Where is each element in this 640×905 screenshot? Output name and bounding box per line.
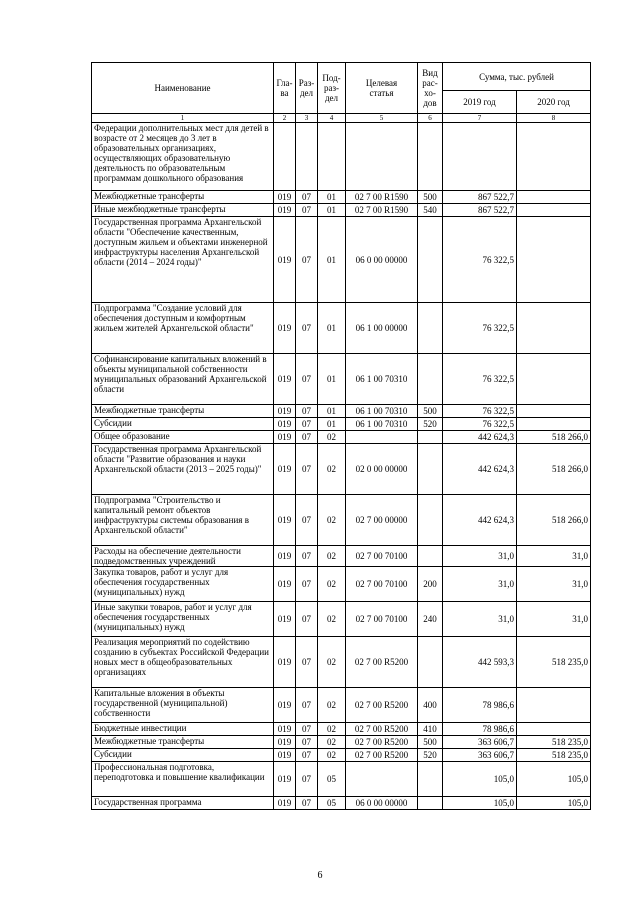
table-row [92,431,591,444]
budget-table [91,62,591,810]
row-name-cell: Межбюджетные трансферты [92,405,274,418]
row-name-cell: Профессиональная подготовка, переподготовка и повышение квалификации [92,762,274,797]
table-body [92,123,591,810]
row-vid-cell [418,123,443,191]
column-number: 3 [296,114,318,123]
row-sum-2020-cell: 518 235,0 [517,736,591,749]
row-sum-2019-cell: 363 606,7 [443,749,517,762]
row-glava-cell: 019 [274,405,296,418]
row-sum-2019-cell: 363 606,7 [443,736,517,749]
row-podrazdel-cell: 02 [318,637,346,688]
row-glava-cell: 019 [274,546,296,567]
row-sum-2020-cell [517,204,591,217]
row-razdel-cell: 07 [296,602,318,637]
row-razdel-cell: 07 [296,495,318,546]
row-sum-2020-cell [517,688,591,723]
row-name-cell: Софинансирование капитальных вложений в объекты муниципальной собственности муниципальных образований Архангельской области [92,354,274,405]
row-podrazdel-cell: 01 [318,418,346,431]
table-row [92,602,591,637]
table-row [92,191,591,204]
row-sum-2020-cell: 518 266,0 [517,495,591,546]
row-razdel-cell: 07 [296,405,318,418]
row-name-cell: Субсидии [92,418,274,431]
column-number: 4 [318,114,346,123]
row-tselevaya-cell: 06 1 00 70310 [346,418,418,431]
row-tselevaya-cell: 06 0 00 00000 [346,797,418,810]
row-tselevaya-cell: 02 7 00 R5200 [346,736,418,749]
row-sum-2019-cell: 442 593,3 [443,637,517,688]
row-sum-2019-cell: 76 322,5 [443,303,517,354]
row-vid-cell [418,797,443,810]
row-vid-cell: 410 [418,723,443,736]
row-glava-cell: 019 [274,354,296,405]
row-tselevaya-cell: 02 7 00 70100 [346,546,418,567]
row-tselevaya-cell: 02 7 00 R5200 [346,688,418,723]
row-vid-cell: 500 [418,405,443,418]
row-razdel-cell: 07 [296,303,318,354]
row-glava-cell: 019 [274,723,296,736]
row-vid-cell [418,495,443,546]
table-row [92,354,591,405]
column-number: 1 [92,114,274,123]
row-sum-2020-cell: 518 235,0 [517,637,591,688]
row-podrazdel-cell: 02 [318,688,346,723]
row-razdel-cell: 07 [296,637,318,688]
row-glava-cell [274,123,296,191]
row-podrazdel-cell: 02 [318,495,346,546]
row-sum-2020-cell [517,123,591,191]
row-sum-2020-cell [517,405,591,418]
row-vid-cell [418,217,443,303]
row-sum-2019-cell: 76 322,5 [443,354,517,405]
table-row [92,749,591,762]
row-glava-cell: 019 [274,418,296,431]
row-tselevaya-cell: 02 7 00 R1590 [346,191,418,204]
row-name-cell: Субсидии [92,749,274,762]
row-vid-cell [418,303,443,354]
row-glava-cell: 019 [274,217,296,303]
table-row [92,418,591,431]
row-sum-2019-cell: 442 624,3 [443,431,517,444]
table-row [92,567,591,602]
row-sum-2019-cell: 442 624,3 [443,495,517,546]
row-name-cell: Федерации дополнительных мест для детей в возрасте от 2 месяцев до 3 лет в образовательных организациях, осуществляющих образовательную деятельность по образовательным программам дошкольного образования [92,123,274,191]
row-podrazdel-cell: 01 [318,354,346,405]
row-razdel-cell: 07 [296,191,318,204]
row-tselevaya-cell: 06 1 00 70310 [346,405,418,418]
table-row [92,637,591,688]
header-glava: Гла- ва [274,63,296,114]
row-glava-cell: 019 [274,688,296,723]
header-vid: Вид рас- хо- дов [418,63,443,114]
row-sum-2019-cell: 31,0 [443,602,517,637]
column-number-row [92,114,591,123]
row-tselevaya-cell: 06 1 00 00000 [346,303,418,354]
row-tselevaya-cell: 02 7 00 00000 [346,495,418,546]
row-name-cell: Подпрограмма "Строительство и капитальный ремонт объектов инфраструктуры системы образования в Архангельской области" [92,495,274,546]
row-razdel-cell: 07 [296,567,318,602]
row-glava-cell: 019 [274,736,296,749]
table-row [92,723,591,736]
row-razdel-cell: 07 [296,354,318,405]
table-row [92,444,591,495]
row-name-cell: Иные закупки товаров, работ и услуг для обеспечения государственных (муниципальных) нужд [92,602,274,637]
row-tselevaya-cell: 06 1 00 70310 [346,354,418,405]
table-row [92,546,591,567]
row-glava-cell: 019 [274,637,296,688]
row-sum-2020-cell: 518 235,0 [517,749,591,762]
row-vid-cell: 520 [418,418,443,431]
budget-table-sheet [91,62,590,810]
row-tselevaya-cell: 02 0 00 00000 [346,444,418,495]
row-vid-cell: 500 [418,736,443,749]
table-row [92,204,591,217]
row-glava-cell: 019 [274,444,296,495]
row-podrazdel-cell [318,123,346,191]
table-row [92,688,591,723]
row-tselevaya-cell: 06 0 00 00000 [346,217,418,303]
row-sum-2020-cell: 31,0 [517,602,591,637]
row-name-cell: Межбюджетные трансферты [92,736,274,749]
row-podrazdel-cell: 02 [318,546,346,567]
row-glava-cell: 019 [274,602,296,637]
table-row [92,217,591,303]
row-sum-2019-cell: 76 322,5 [443,418,517,431]
row-vid-cell: 500 [418,191,443,204]
row-podrazdel-cell: 02 [318,444,346,495]
row-name-cell: Расходы на обеспечение деятельности подведомственных учреждений [92,546,274,567]
row-glava-cell: 019 [274,495,296,546]
row-glava-cell: 019 [274,303,296,354]
row-podrazdel-cell: 02 [318,567,346,602]
row-name-cell: Государственная программа Архангельской области "Развитие образования и науки Архангельской области (2013 – 2025 годы)" [92,444,274,495]
row-podrazdel-cell: 01 [318,191,346,204]
row-name-cell: Иные межбюджетные трансферты [92,204,274,217]
row-sum-2020-cell [517,418,591,431]
row-tselevaya-cell: 02 7 00 R5200 [346,749,418,762]
row-sum-2019-cell: 867 522,7 [443,191,517,204]
column-number: 8 [517,114,591,123]
table-row [92,123,591,191]
row-vid-cell: 200 [418,567,443,602]
row-tselevaya-cell: 02 7 00 70100 [346,602,418,637]
row-razdel-cell: 07 [296,444,318,495]
row-sum-2020-cell [517,217,591,303]
row-tselevaya-cell [346,431,418,444]
header-summa: Сумма, тыс. рублей [443,63,591,91]
row-sum-2019-cell: 867 522,7 [443,204,517,217]
page-number: 6 [317,870,323,881]
row-razdel-cell: 07 [296,431,318,444]
row-podrazdel-cell: 02 [318,602,346,637]
row-podrazdel-cell: 02 [318,431,346,444]
row-name-cell: Закупка товаров, работ и услуг для обеспечения государственных (муниципальных) нужд [92,567,274,602]
column-number: 6 [418,114,443,123]
row-podrazdel-cell: 02 [318,749,346,762]
row-name-cell: Межбюджетные трансферты [92,191,274,204]
row-razdel-cell: 07 [296,723,318,736]
row-podrazdel-cell: 02 [318,736,346,749]
row-razdel-cell: 07 [296,418,318,431]
header-podrazdel: Под- раз- дел [318,63,346,114]
row-glava-cell: 019 [274,567,296,602]
row-name-cell: Подпрограмма "Создание условий для обеспечения доступным и комфортным жильем жителей Архангельской области" [92,303,274,354]
row-glava-cell: 019 [274,762,296,797]
row-vid-cell [418,546,443,567]
row-tselevaya-cell [346,762,418,797]
row-vid-cell [418,762,443,797]
row-razdel-cell: 07 [296,762,318,797]
row-glava-cell: 019 [274,204,296,217]
table-row [92,303,591,354]
row-vid-cell: 520 [418,749,443,762]
header-name: Наименование [92,63,274,114]
row-sum-2020-cell: 518 266,0 [517,431,591,444]
row-vid-cell: 400 [418,688,443,723]
table-header [92,63,591,123]
row-sum-2020-cell: 105,0 [517,762,591,797]
row-sum-2020-cell: 31,0 [517,567,591,602]
row-sum-2019-cell: 76 322,5 [443,405,517,418]
row-name-cell: Бюджетные инвестиции [92,723,274,736]
row-vid-cell: 240 [418,602,443,637]
row-sum-2019-cell: 76 322,5 [443,217,517,303]
row-sum-2019-cell: 31,0 [443,546,517,567]
row-vid-cell [418,431,443,444]
table-row [92,797,591,810]
column-number: 2 [274,114,296,123]
header-2020: 2020 год [517,91,591,114]
row-sum-2019-cell: 442 624,3 [443,444,517,495]
row-podrazdel-cell: 05 [318,797,346,810]
column-number: 7 [443,114,517,123]
row-glava-cell: 019 [274,797,296,810]
row-sum-2020-cell: 518 266,0 [517,444,591,495]
row-razdel-cell: 07 [296,736,318,749]
row-podrazdel-cell: 02 [318,723,346,736]
row-podrazdel-cell: 05 [318,762,346,797]
row-sum-2019-cell: 105,0 [443,797,517,810]
row-razdel-cell: 07 [296,749,318,762]
row-sum-2019-cell: 31,0 [443,567,517,602]
row-tselevaya-cell: 02 7 00 R5200 [346,637,418,688]
row-razdel-cell: 07 [296,546,318,567]
row-name-cell: Реализация мероприятий по содействию созданию в субъектах Российской Федерации новых мест в общеобразовательных организациях [92,637,274,688]
row-glava-cell: 019 [274,431,296,444]
table-row [92,762,591,797]
row-sum-2020-cell [517,723,591,736]
row-name-cell: Государственная программа [92,797,274,810]
row-name-cell: Государственная программа Архангельской области "Обеспечение качественным, доступным жильем и объектами инженерной инфраструктуры населения Архангельской области (2014 – 2024 годы)" [92,217,274,303]
row-vid-cell: 540 [418,204,443,217]
row-name-cell: Капитальные вложения в объекты государственной (муниципальной) собственности [92,688,274,723]
row-tselevaya-cell: 02 7 00 R1590 [346,204,418,217]
row-vid-cell [418,444,443,495]
row-podrazdel-cell: 01 [318,303,346,354]
row-tselevaya-cell: 02 7 00 R5200 [346,723,418,736]
row-vid-cell [418,354,443,405]
row-sum-2019-cell: 105,0 [443,762,517,797]
row-sum-2020-cell: 105,0 [517,797,591,810]
row-sum-2019-cell: 78 986,6 [443,723,517,736]
row-glava-cell: 019 [274,191,296,204]
header-tselevaya: Целевая статья [346,63,418,114]
row-sum-2020-cell: 31,0 [517,546,591,567]
row-sum-2020-cell [517,191,591,204]
table-row [92,736,591,749]
row-vid-cell [418,637,443,688]
header-razdel: Раз- дел [296,63,318,114]
row-sum-2019-cell [443,123,517,191]
row-razdel-cell: 07 [296,217,318,303]
row-tselevaya-cell: 02 7 00 70100 [346,567,418,602]
row-razdel-cell: 07 [296,204,318,217]
table-row [92,405,591,418]
column-number: 5 [346,114,418,123]
row-name-cell: Общее образование [92,431,274,444]
row-sum-2020-cell [517,354,591,405]
header-2019: 2019 год [443,91,517,114]
row-podrazdel-cell: 01 [318,204,346,217]
row-sum-2020-cell [517,303,591,354]
row-glava-cell: 019 [274,749,296,762]
row-tselevaya-cell [346,123,418,191]
row-podrazdel-cell: 01 [318,405,346,418]
row-sum-2019-cell: 78 986,6 [443,688,517,723]
row-razdel-cell: 07 [296,797,318,810]
row-podrazdel-cell: 01 [318,217,346,303]
table-row [92,495,591,546]
row-razdel-cell [296,123,318,191]
row-razdel-cell: 07 [296,688,318,723]
